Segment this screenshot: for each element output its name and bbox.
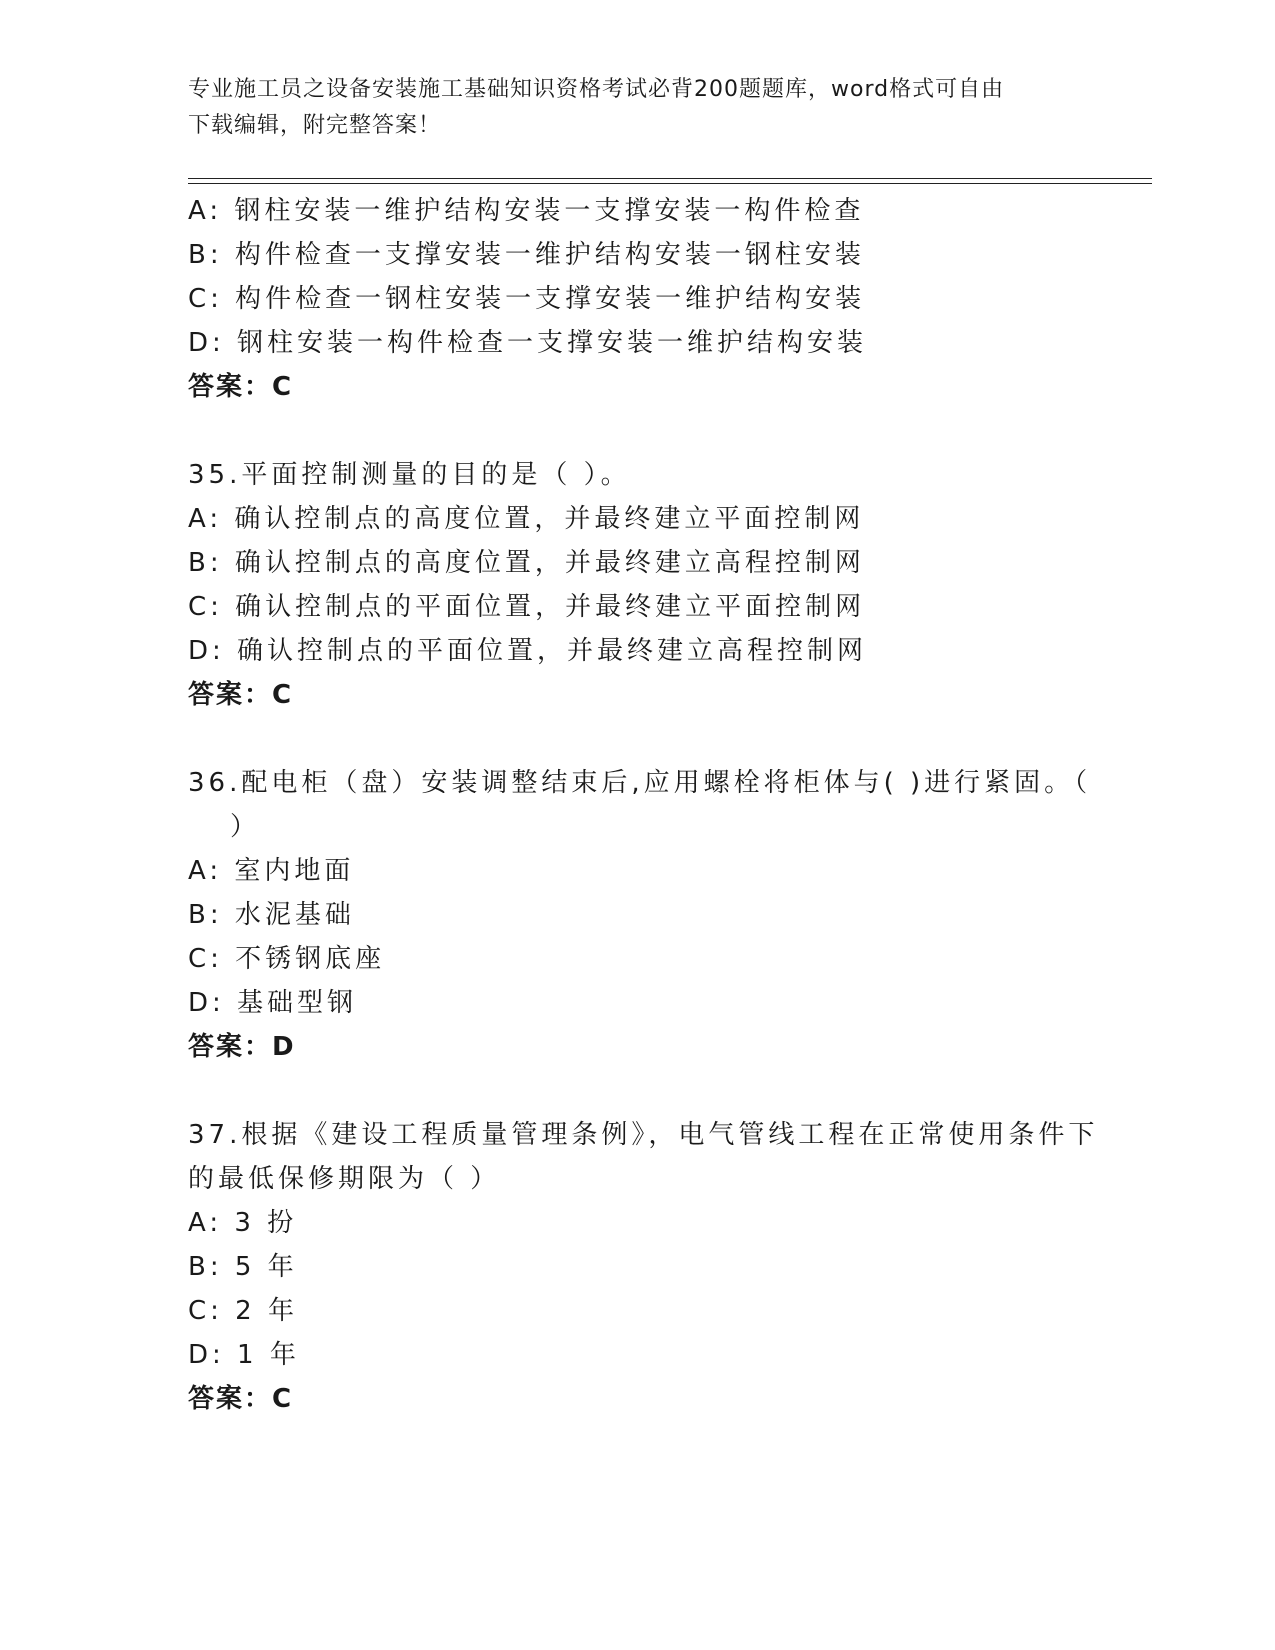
document-header xyxy=(188,72,1068,144)
q34-option-d: D: 钢柱安装一构件检查一支撑安装一维护结构安装 xyxy=(188,328,868,358)
q35-option-c: C: 确认控制点的平面位置，并最终建立平面控制网 xyxy=(188,592,866,622)
q37-answer: 答案：C xyxy=(188,1384,294,1414)
header-divider-top xyxy=(188,178,1152,179)
q37-stem-line-2: 的最低保修期限为（ ） xyxy=(188,1164,501,1194)
header-line-2: 下载编辑，附完整答案！ xyxy=(188,113,442,138)
q34-option-a: A: 钢柱安装一维护结构安装一支撑安装一构件检查 xyxy=(188,196,865,226)
q35-option-b: B: 确认控制点的高度位置，并最终建立高程控制网 xyxy=(188,548,865,578)
q37-option-c: C: 2 年 xyxy=(188,1296,298,1326)
q36-option-b: B: 水泥基础 xyxy=(188,900,355,930)
q34-option-b: B: 构件检查一支撑安装一维护结构安装一钢柱安装 xyxy=(188,240,865,270)
q35-stem: 35.平面控制测量的目的是（ ）。 xyxy=(188,460,631,490)
header-line-1: 专业施工员之设备安装施工基础知识资格考试必背200题题库，word格式可自由 xyxy=(188,77,1005,102)
q37-stem-line-1: 37.根据《建设工程质量管理条例》，电气管线工程在正常使用条件下 xyxy=(188,1120,1099,1150)
q34-answer: 答案：C xyxy=(188,372,294,402)
q35-answer: 答案：C xyxy=(188,680,294,710)
q36-option-c: C: 不锈钢底座 xyxy=(188,944,386,974)
q36-stem-line-1: 36.配电柜（盘）安装调整结束后,应用螺栓将柜体与( )进行紧固。（ xyxy=(188,768,1092,798)
q37-option-d: D: 1 年 xyxy=(188,1340,300,1370)
q34-option-c: C: 构件检查一钢柱安装一支撑安装一维护结构安装 xyxy=(188,284,866,314)
q36-answer: 答案：D xyxy=(188,1032,296,1062)
q35-option-d: D: 确认控制点的平面位置，并最终建立高程控制网 xyxy=(188,636,868,666)
q35-option-a: A: 确认控制点的高度位置，并最终建立平面控制网 xyxy=(188,504,865,534)
q37-option-b: B: 5 年 xyxy=(188,1252,298,1282)
q36-option-a: A: 室内地面 xyxy=(188,856,355,886)
header-divider-bottom xyxy=(188,183,1152,184)
q36-stem-line-2: ） xyxy=(230,812,261,842)
q36-option-d: D: 基础型钢 xyxy=(188,988,358,1018)
q37-option-a: A: 3 扮 xyxy=(188,1208,298,1238)
